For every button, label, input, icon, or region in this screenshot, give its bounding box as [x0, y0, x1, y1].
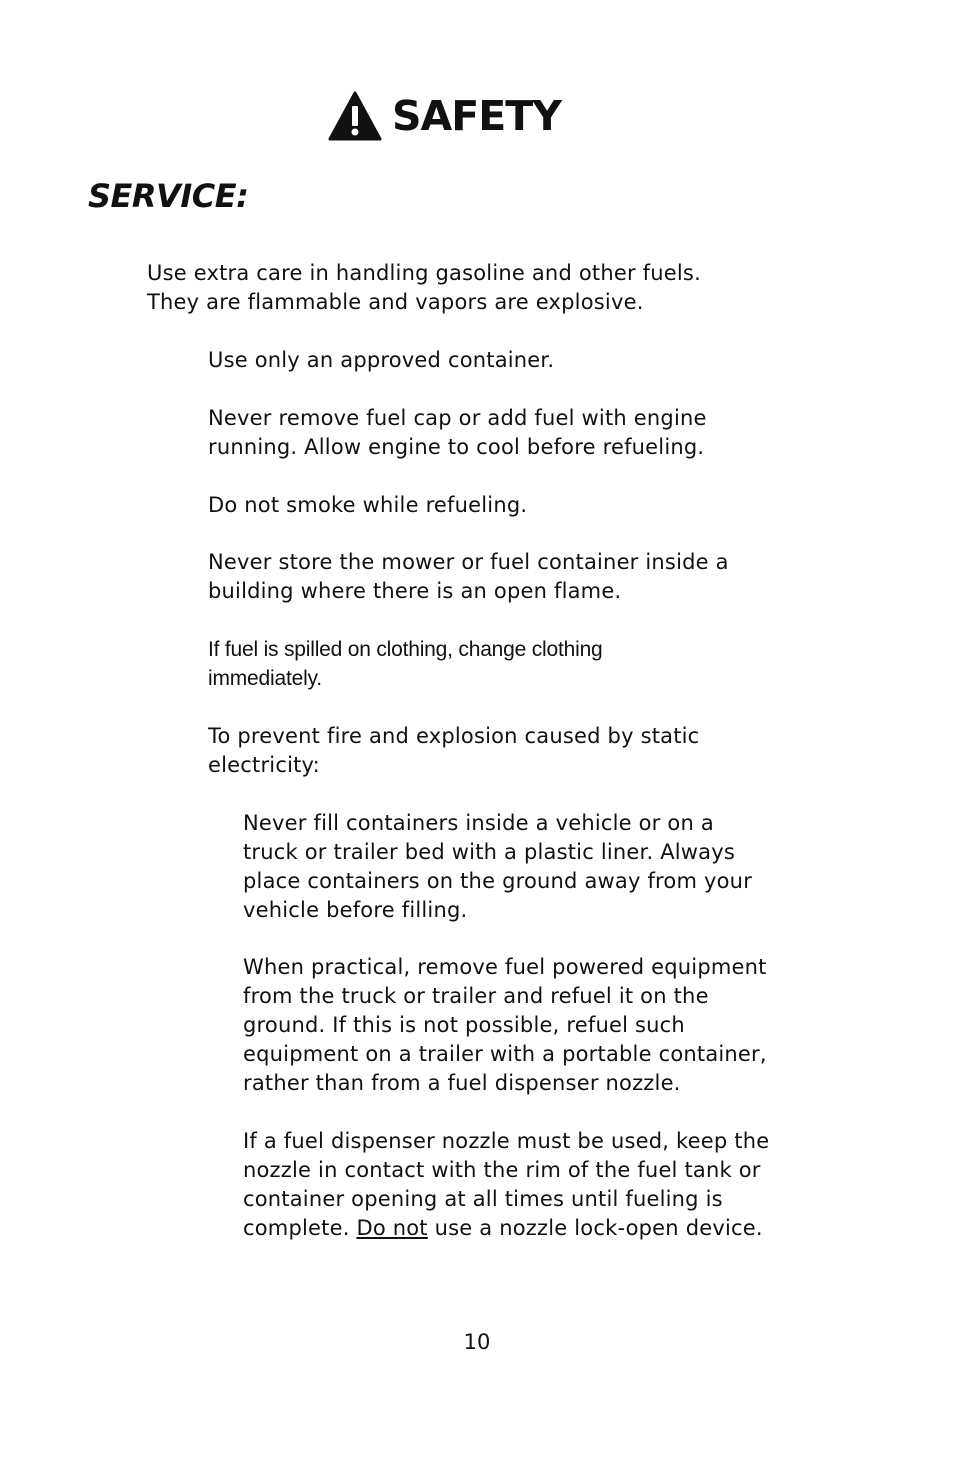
safety-header — [328, 88, 561, 144]
page-header-title: SAFETY — [392, 91, 561, 140]
intro-paragraph: Use extra care in handling gasoline and other fuels. They are flammable and vapors are explosive. — [147, 261, 701, 314]
section-title: SERVICE: — [88, 177, 249, 215]
fuel-cap-paragraph: Never remove fuel cap or add fuel with engine running. Allow engine to cool before refueling. — [208, 406, 707, 459]
container-paragraph: Use only an approved container. — [208, 348, 555, 372]
nozzle-paragraph — [243, 1127, 769, 1243]
static-electricity-paragraph: To prevent fire and explosion caused by static electricity: — [208, 724, 700, 777]
smoke-paragraph: Do not smoke while refueling. — [208, 493, 528, 517]
storage-paragraph: Never store the mower or fuel container inside a building where there is an open flame. — [208, 550, 729, 603]
spill-paragraph: If fuel is spilled on clothing, change clothing immediately. — [208, 638, 603, 690]
warning-triangle-icon — [328, 91, 382, 141]
nozzle-text-start: If a fuel dispenser nozzle must be used, keep the nozzle in contact with the rim of the fuel tank or container opening at all times until fueling is complete. — [243, 1129, 770, 1240]
vehicle-paragraph: Never fill containers inside a vehicle or on a truck or trailer bed with a plastic liner. Always place containers on the ground away from your vehicle before filling. — [243, 811, 753, 922]
nozzle-emphasis: Do not — [356, 1216, 428, 1240]
practical-paragraph: When practical, remove fuel powered equipment from the truck or trailer and refuel it on the ground. If this is not possible, refuel such equipment on a trailer with a portable container, rather than from a fuel dispenser nozzle. — [243, 955, 767, 1095]
page-number: 10 — [463, 1330, 491, 1354]
nozzle-text-end: use a nozzle lock-open device. — [427, 1216, 763, 1240]
